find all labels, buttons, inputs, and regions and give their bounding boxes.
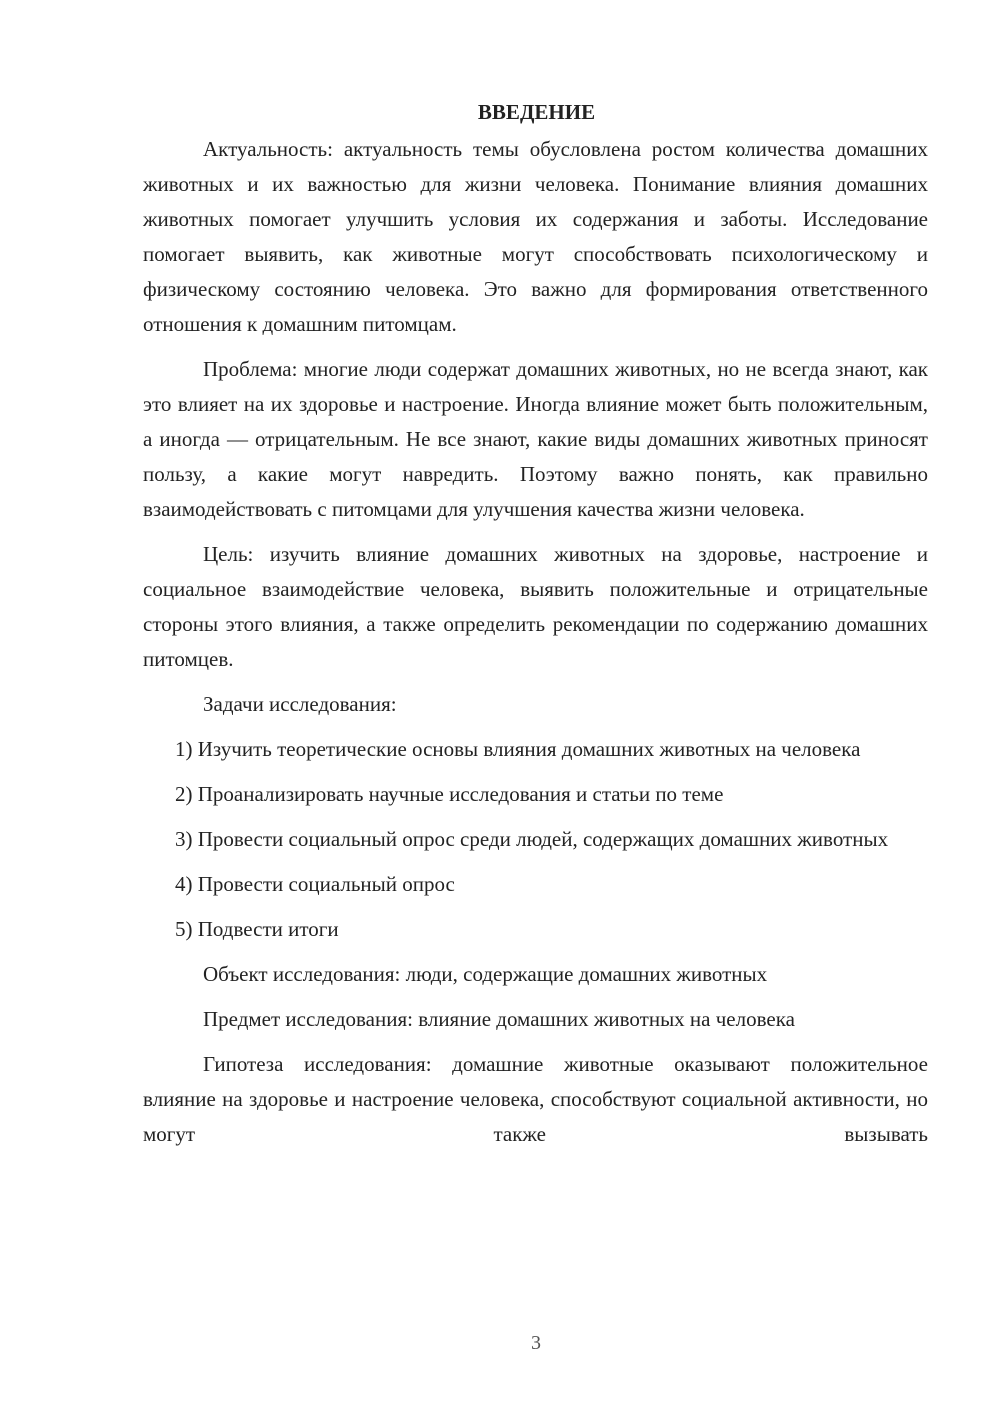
task-item-2: 2) Проанализировать научные исследования и статьи по теме xyxy=(175,782,724,806)
task-item-3: 3) Провести социальный опрос среди людей, содержащих домашних животных xyxy=(175,827,889,851)
task-item-5: 5) Подвести итоги xyxy=(175,917,339,941)
research-hypothesis: Гипотеза исследования: домашние животные оказывают положительное влияние на здоровье и настроение человека, способствуют социальной активности, но могут также вызывать xyxy=(143,1052,928,1146)
document-page xyxy=(143,95,928,1152)
task-item-1: 1) Изучить теоретические основы влияния домашних животных на человека xyxy=(175,737,861,761)
problem-paragraph: Проблема: многие люди содержат домашних животных, но не всегда знают, как это влияет на их здоровье и настроение. Иногда влияние может быть положительным, а иногда — отрицательным. Не все знают, какие виды домашних животных приносят пользу, а какие могут навредить. Поэтому важно понять, как правильно взаимодействовать с питомцами для улучшения качества жизни человека. xyxy=(143,357,928,521)
research-subject: Предмет исследования: влияние домашних животных на человека xyxy=(203,1007,795,1031)
tasks-title: Задачи исследования: xyxy=(203,692,397,716)
relevance-paragraph: Актуальность: актуальность темы обусловлена ростом количества домашних животных и их важностью для жизни человека. Понимание влияния домашних животных помогает улучшить условия их содержания и заботы. Исследование помогает выявить, как животные могут способствовать психологическому и физическому состоянию человека. Это важно для формирования ответственного отношения к домашним питомцам. xyxy=(143,137,928,336)
section-heading: ВВЕДЕНИЕ xyxy=(477,100,596,124)
research-object: Объект исследования: люди, содержащие домашних животных xyxy=(203,962,768,986)
page-number: 3 xyxy=(531,1332,541,1354)
goal-paragraph: Цель: изучить влияние домашних животных на здоровье, настроение и социальное взаимодействие человека, выявить положительные и отрицательные стороны этого влияния, а также определить рекомендации по содержанию домашних питомцев. xyxy=(143,542,928,671)
task-item-4: 4) Провести социальный опрос xyxy=(175,872,455,896)
